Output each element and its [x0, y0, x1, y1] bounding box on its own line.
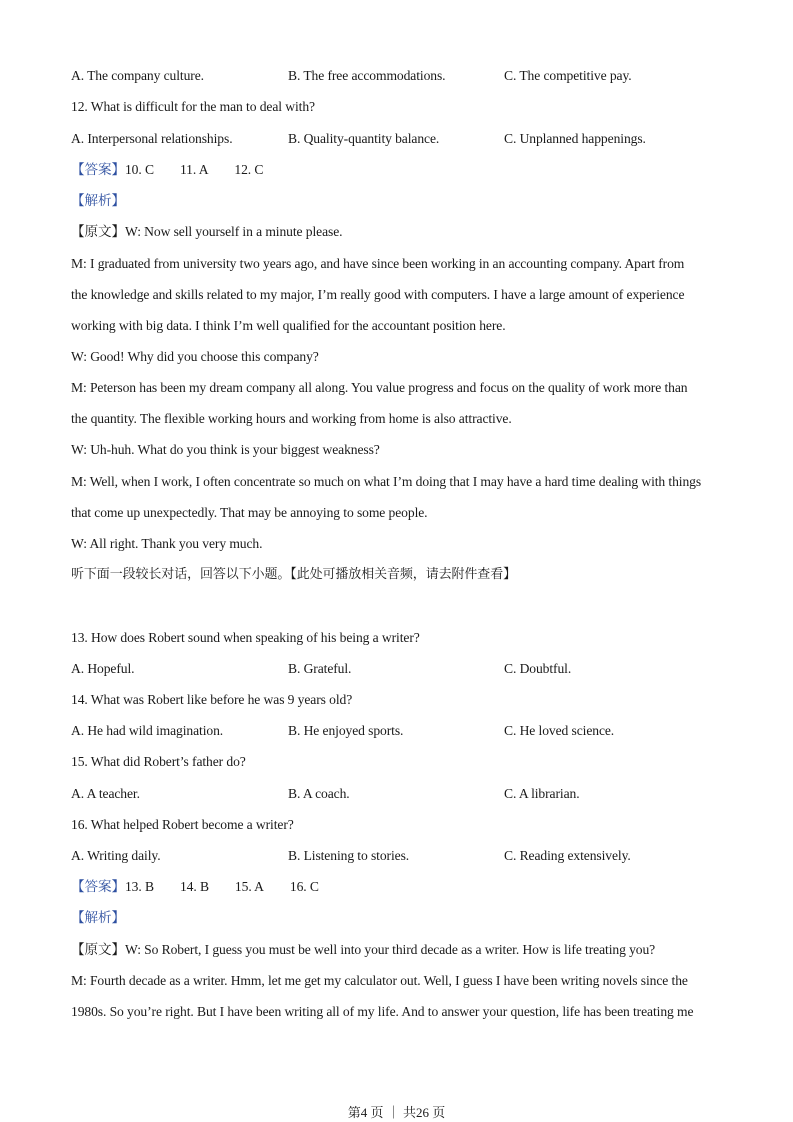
answer-line-1: [71, 161, 263, 179]
question-15: 15. What did Robert’s father do?: [71, 754, 246, 769]
analysis-tag: 【解析】: [71, 193, 125, 208]
answer-item: 14. B: [179, 879, 209, 894]
transcript-text: W: Now sell yourself in a minute please.: [124, 224, 343, 239]
transcript-line: the quantity. The flexible working hours and working from home is also attractive.: [71, 411, 512, 426]
option-b[interactable]: B. Quality-quantity balance.: [288, 131, 440, 146]
transcript-line: that come up unexpectedly. That may be annoying to some people.: [71, 505, 428, 520]
option-b[interactable]: B. A coach.: [288, 786, 350, 801]
option-a[interactable]: A. Writing daily.: [71, 848, 161, 863]
question-14: 14. What was Robert like before he was 9 years old?: [71, 692, 353, 707]
transcript-line: W: Good! Why did you choose this company?: [71, 349, 319, 364]
option-b[interactable]: B. The free accommodations.: [288, 68, 446, 83]
answer-item: 11. A: [179, 162, 209, 177]
transcript-line: [71, 223, 342, 241]
transcript-text: W: So Robert, I guess you must be well into your third decade as a writer. How is life treating you?: [124, 942, 656, 957]
question-12: 12. What is difficult for the man to deal with?: [71, 99, 315, 114]
option-c[interactable]: C. Doubtful.: [504, 661, 572, 676]
option-c[interactable]: C. Reading extensively.: [504, 848, 631, 863]
question-13: 13. How does Robert sound when speaking of his being a writer?: [71, 630, 420, 645]
answer-item: 12. C: [234, 162, 264, 177]
listening-instruction: 听下面一段较长对话，回答以下小题。【此处可播放相关音频，请去附件查看】: [71, 567, 517, 582]
option-c[interactable]: C. Unplanned happenings.: [504, 131, 646, 146]
answer-line-2: [71, 878, 319, 896]
transcript-line: M: Fourth decade as a writer. Hmm, let me get my calculator out. Well, I guess I have been writing novels since the: [71, 973, 688, 988]
transcript-line: M: I graduated from university two years ago, and have since been working in an accounting company. Apart from: [71, 256, 685, 271]
option-c[interactable]: C. He loved science.: [504, 723, 615, 738]
transcript-line: working with big data. I think I’m well qualified for the accountant position here.: [71, 318, 506, 333]
answer-item: 15. A: [234, 879, 264, 894]
transcript-line: the knowledge and skills related to my major, I’m really good with computers. I have a large amount of experience: [71, 287, 685, 302]
option-b[interactable]: B. Listening to stories.: [288, 848, 410, 863]
answer-tag: 【答案】: [71, 162, 125, 177]
option-b[interactable]: B. He enjoyed sports.: [288, 723, 404, 738]
answer-item: 16. C: [289, 879, 319, 894]
option-a[interactable]: A. He had wild imagination.: [71, 723, 224, 738]
transcript-line: M: Peterson has been my dream company all along. You value progress and focus on the quality of work more than: [71, 380, 688, 395]
option-a[interactable]: A. Interpersonal relationships.: [71, 131, 233, 146]
transcript-tag: 【原文】: [71, 942, 125, 957]
option-b[interactable]: B. Grateful.: [288, 661, 352, 676]
answer-item: 10. C: [124, 162, 154, 177]
transcript-line: M: Well, when I work, I often concentrate so much on what I’m doing that I may have a hard time dealing with things: [71, 474, 702, 489]
page-footer: 第4 页 ｜ 共26 页: [347, 1105, 446, 1120]
transcript-line: [71, 941, 655, 959]
option-a[interactable]: A. Hopeful.: [71, 661, 135, 676]
transcript-line: W: All right. Thank you very much.: [71, 536, 263, 551]
option-a[interactable]: A. The company culture.: [71, 68, 204, 83]
option-c[interactable]: C. A librarian.: [504, 786, 580, 801]
answer-item: 13. B: [124, 879, 154, 894]
answer-tag: 【答案】: [71, 879, 125, 894]
transcript-line: W: Uh-huh. What do you think is your biggest weakness?: [71, 442, 380, 457]
transcript-line: 1980s. So you’re right. But I have been writing all of my life. And to answer your question, life has been treating me: [71, 1004, 694, 1019]
question-16: 16. What helped Robert become a writer?: [71, 817, 294, 832]
analysis-tag: 【解析】: [71, 910, 125, 925]
transcript-tag: 【原文】: [71, 224, 125, 239]
option-c[interactable]: C. The competitive pay.: [504, 68, 632, 83]
option-a[interactable]: A. A teacher.: [71, 786, 140, 801]
